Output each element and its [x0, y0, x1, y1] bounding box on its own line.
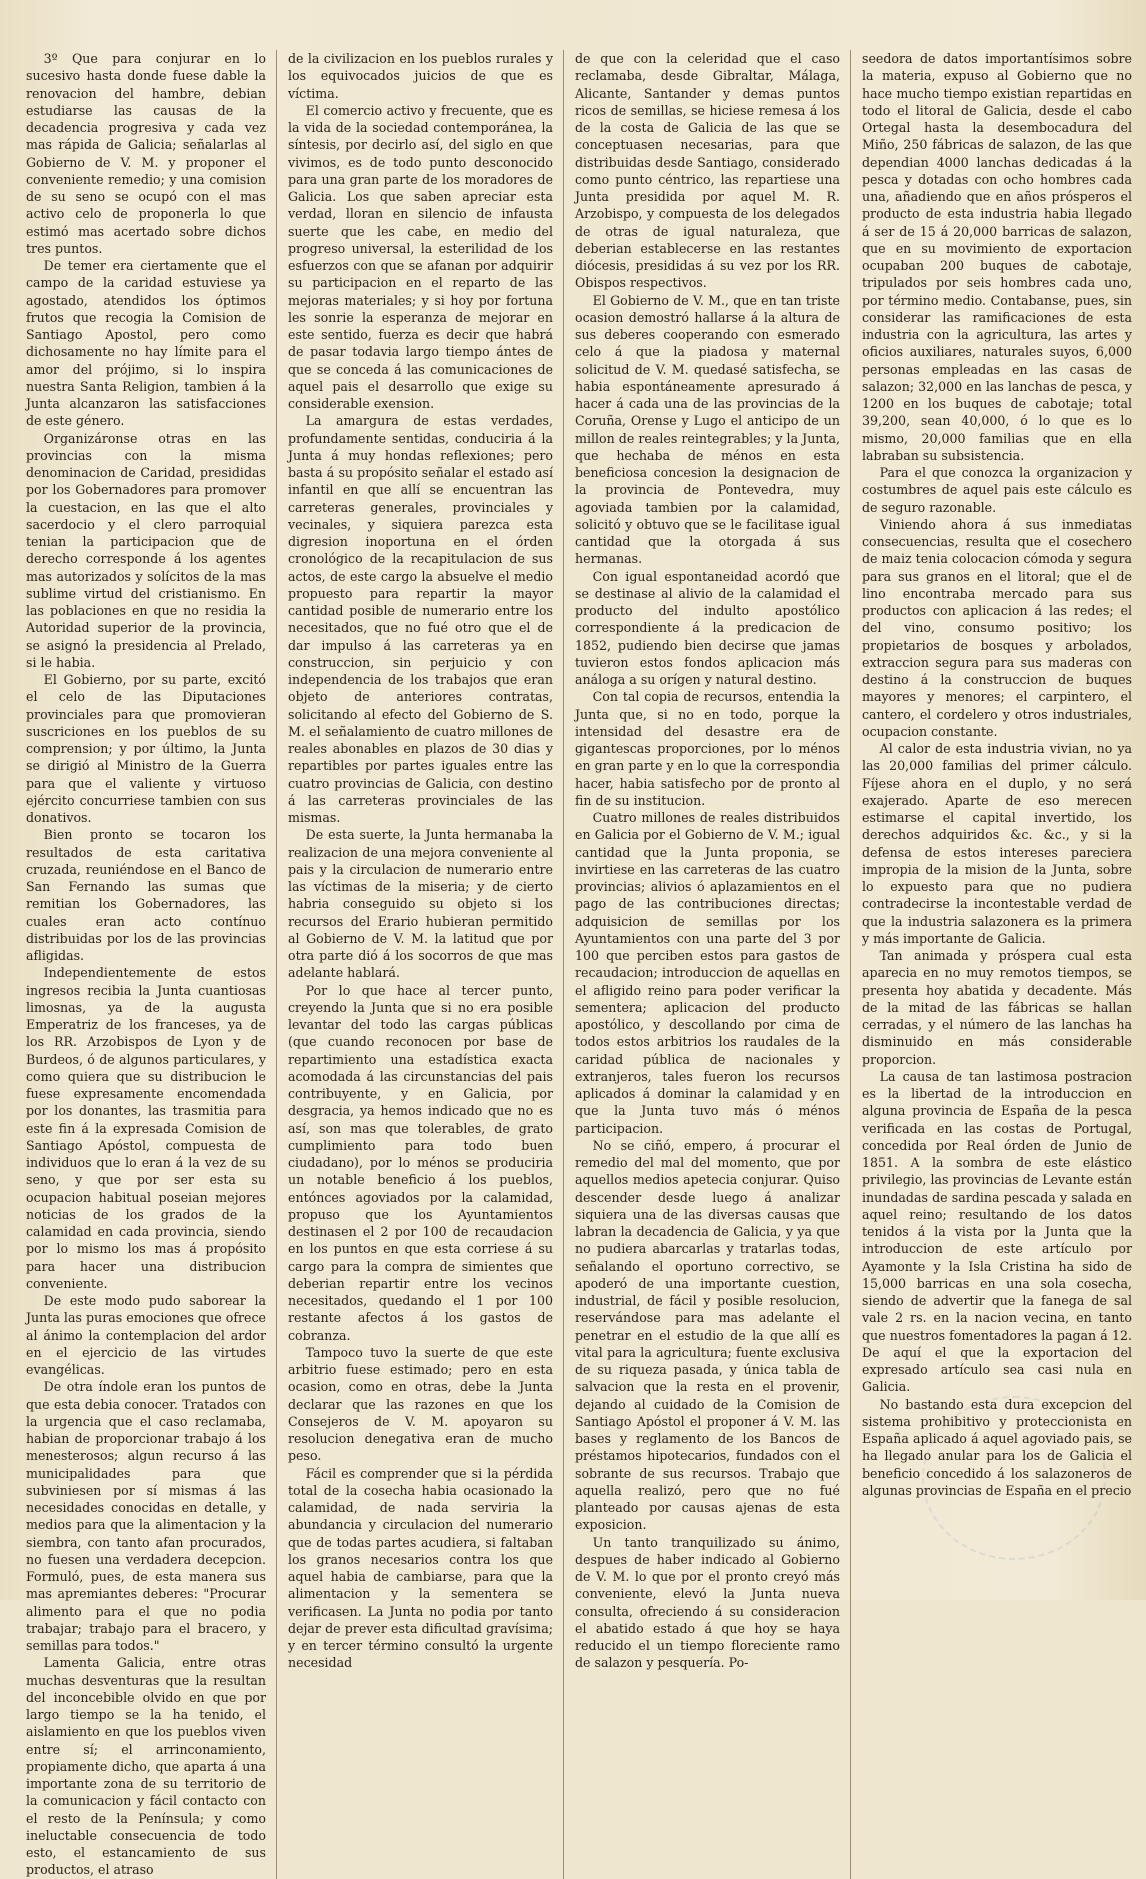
paragraph: 3º Que para conjurar en lo sucesivo hasta donde fuese dable la renovacion del hambre, debian estudiarse las causas de la decadencia progresiva y cada vez mas rápida de Galicia; señalarlas al Gobierno de V. M. y proponer el conveniente remedio; y una comision de su seno se ocupó con el mas activo celo de proponerla lo que estimó mas acertado sobre dichos tres puntos. — [26, 51, 266, 256]
paragraph: De este modo pudo saborear la Junta las puras emociones que ofrece al ánimo la contemplacion del ardor en el ejercicio de las virtudes evangélicas. — [26, 1293, 266, 1377]
paragraph: No bastando esta dura excepcion del sistema prohibitivo y proteccionista en España aplicado á aquel agoviado pais, se ha llegado anular para los de Galicia el beneficio concedido á los salazoneros de algunas provincias de España en el precio — [862, 1396, 1132, 1498]
paragraph: Organizáronse otras en las provincias con la misma denominacion de Caridad, presididas por los Gobernadores para promover la cuestacion, en las que el alto sacerdocio y el clero parroquial tenian la participacion que de derecho corresponde á los agentes mas autorizados y solícitos de la mas sublime virtud del cristianismo. En las poblaciones en que no residia la Autoridad superior de la provincia, se asignó la presidencia al Prelado, si le habia. — [26, 430, 266, 670]
paragraph: Un tanto tranquilizado su ánimo, despues de haber indicado al Gobierno de V. M. lo que por el pronto creyó más conveniente, elevó la Junta nueva consulta, ofreciendo á su consideracion el abatido estado á que hoy se haya reducido el un tiempo floreciente ramo de salazon y pesquería. Po- — [575, 1534, 840, 1671]
column-2 — [288, 50, 553, 1879]
paragraph: Lamenta Galicia, entre otras muchas desventuras que la resultan del inconcebible olvido en que por largo tiempo se la ha tenido, el aislamiento en que los pueblos viven entre sí; el arrinconamiento, propiamente dicho, que aparta á una importante zona de su territorio de la comunicacion y fácil contacto con el resto de la Península; y como ineluctable consecuencia de todo esto, el estancamiento de sus productos, el atraso — [26, 1655, 266, 1878]
paragraph: de la civilizacion en los pueblos rurales y los equivocados juicios de que es víctima. — [288, 51, 553, 101]
paragraph: Con tal copia de recursos, entendia la Junta que, si no en todo, porque la intensidad del desastre era de gigantescas proporciones, por lo ménos en gran parte y en lo que la correspondia hacer, habia satisfecho por de pronto al fin de su institucion. — [575, 689, 840, 808]
paragraph: No se ciñó, empero, á procurar el remedio del mal del momento, que por aquellos medios apetecia conjurar. Quiso descender desde luego á analizar siquiera una de las diversas causas que labran la decadencia de Galicia, y ya que no pudiera abarcarlas y tratarlas todas, señalando el oportuno correctivo, se apoderó de una importante cuestion, industrial, de fácil y posible resolucion, reservándose para mas adelante el penetrar en el estudio de la que allí es vital para la agricultura; fuente exclusiva de su riqueza pasada, y única tabla de salvacion que la resta en el provenir, dejando al cuidado de la Comision de Santiago Apóstol el proponer á V. M. las bases y reglamento de los Bancos de préstamos hipotecarios, fundados con el sobrante de sus recursos. Trabajo que aquella realizó, pero que no fué planteado por causas ajenas de esta exposicion. — [575, 1137, 840, 1533]
paragraph: de que con la celeridad que el caso reclamaba, desde Gibraltar, Málaga, Alicante, Santander y demas puntos ricos de semillas, se hiciese remesa á los de la costa de Galicia de las que se conceptuasen necesarias, para que distribuidas desde Santiago, considerado como punto céntrico, las repartiese una Junta presidida por aquel M. R. Arzobispo, y compuesta de los delegados de otras de igual naturaleza, que deberian establecerse en las restantes diócesis, presididas á su vez por los RR. Obispos respectivos. — [575, 51, 840, 291]
column-4 — [862, 50, 1132, 1879]
paragraph: De otra índole eran los puntos de que esta debia conocer. Tratados con la urgencia que el caso reclamaba, habian de proporcionar trabajo á los menesterosos; algun recurso á las municipalidades para que subviniesen por sí mismas á las necesidades conocidas en detalle, y medios para que la alimentacion y la siembra, con tanto afan procurados, no fuesen una verdadera decepcion. Formuló, pues, de esta manera sus mas apremiantes deberes: "Procurar alimento para el que no podia trabajar; trabajo para el bracero, y semillas para todos." — [26, 1379, 266, 1653]
paragraph: Viniendo ahora á sus inmediatas consecuencias, resulta que el cosechero de maiz tenia colocacion cómoda y segura para sus granos en el litoral; que el de lino encontraba mercado para sus productos con aplicacion á las redes; el del vino, consumo positivo; los propietarios de bosques y arbolados, extraccion segura para sus maderas con destino á la construccion de buques mayores y menores; el carpintero, el cantero, el cordelero y otros industriales, ocupacion constante. — [862, 516, 1132, 739]
column-3 — [575, 50, 840, 1879]
paragraph: El Gobierno de V. M., que en tan triste ocasion demostró hallarse á la altura de sus deberes cooperando con esmerado celo á que la piadosa y maternal solicitud de V. M. quedasé satisfecha, se habia espontáneamente apresurado á hacer á cada una de las provincias de la Coruña, Orense y Lugo el anticipo de un millon de reales reintegrables; y la Junta, que hechaba de ménos en esta beneficiosa concesion la designacion de la provincia de Pontevedra, muy agoviada tambien por la calamidad, solicitó y obtuvo que se le facilitase igual cantidad que la otorgada á sus hermanas. — [575, 292, 840, 567]
paragraph: Fácil es comprender que si la pérdida total de la cosecha habia ocasionado la calamidad, de nada serviria la abundancia y circulacion del numerario que de todas partes acudiera, si faltaban los granos necesarios contra los que aquel habia de cambiarse, para que la alimentacion y la sementera se verificasen. La Junta no podia por tanto dejar de prever esta dificultad gravísima; y en tercer término consultó la urgente necesidad — [288, 1465, 553, 1671]
paragraph: Al calor de esta industria vivian, no ya las 20,000 familias del primer cálculo. Fíjese ahora en el duplo, y no será exajerado. Aparte de eso merecen estimarse el capital invertido, los derechos adquiridos &c. &c., y si la defensa de estos intereses pareciera impropia de la mision de la Junta, sobre lo expuesto para que no pudiera contradecirse la incontestable verdad de que la industria salazonera es la primera y más importante de Galicia. — [862, 741, 1132, 946]
paragraph: Tan animada y próspera cual esta aparecia en no muy remotos tiempos, se presenta hoy abatida y decadente. Más de la mitad de las fábricas se hallan cerradas, y el número de las lanchas ha disminuido en más considerable proporcion. — [862, 948, 1132, 1067]
paragraph: Independientemente de estos ingresos recibia la Junta cuantiosas limosnas, ya de la augusta Emperatriz de los franceses, ya de los RR. Arzobispos de Lyon y de Burdeos, ó de algunos particulares, y como quiera que su distribucion le fuese expresamente encomendada por los donantes, las trasmitia para este fin á la expresada Comision de Santiago Apóstol, compuesta de individuos que lo eran á la vez de su seno, y que por ser esta su ocupacion habitual poseian mejores noticias de los grados de la calamidad en cada provincia, siendo por lo mismo los mas á propósito para hacer una distribucion conveniente. — [26, 965, 266, 1291]
paragraph: Con igual espontaneidad acordó que se destinase al alivio de la calamidad el producto del indulto apostólico correspondiente á la predicacion de 1852, pudiendo bien decirse que jamas tuvieron estos fondos aplicacion más análoga a su orígen y natural destino. — [575, 568, 840, 687]
paragraph: Tampoco tuvo la suerte de que este arbitrio fuese estimado; pero en esta ocasion, como en otras, debe la Junta declarar que las razones en que los Consejeros de V. M. apoyaron su resolucion denegativa eran de mucho peso. — [288, 1344, 553, 1464]
paragraph: De esta suerte, la Junta hermanaba la realizacion de una mejora conveniente al pais y la circulacion de numerario entre las víctimas de la miseria; y de cierto habria conseguido su objeto si los recursos del Erario hubieran permitido al Gobierno de V. M. la latitud que por otra parte dió á los socorros de que mas adelante hablará. — [288, 827, 553, 981]
paragraph: Bien pronto se tocaron los resultados de esta caritativa cruzada, reuniéndose en el Banco de San Fernando las sumas que remitian los Gobernadores, las cuales eran acto contínuo distribuidas por los de las provincias afligidas. — [26, 827, 266, 963]
paragraph: El comercio activo y frecuente, que es la vida de la sociedad contemporánea, la síntesis, por decirlo así, del siglo en que vivimos, es de todo punto desconocido para una gran parte de los moradores de Galicia. Los que saben apreciar esta verdad, lloran en silencio de infausta suerte que les cabe, en medio del progreso universal, la esterilidad de los esfuerzos con que se afanan por adquirir su participacion en el reparto de las mejoras materiales; y si hoy por fortuna les sonrie la esperanza de mejorar en este sentido, fuerza es decir que habrá de pasar todavia largo tiempo ántes de que se conceda á las comunicaciones de aquel pais el desarrollo que exige su considerable exension. — [288, 102, 553, 411]
paragraph: El Gobierno, por su parte, excitó el celo de las Diputaciones provinciales para que promovieran suscriciones en los pueblos de su comprension; y por último, la Junta se dirigió al Ministro de la Guerra para que el valiente y virtuoso ejército concurriese tambien con sus donativos. — [26, 672, 266, 825]
paragraph: Por lo que hace al tercer punto, creyendo la Junta que si no era posible levantar del todo las cargas públicas (que cuando reconocen por base de repartimiento una estadística exacta acomodada á las circunstancias del pais contribuyente, y en Galicia, por desgracia, ya hemos indicado que no es así, son mas que tolerables, de grato cumplimiento para todo buen ciudadano), por lo ménos se produciria un notable beneficio á los pueblos, entónces agoviados por la calamidad, propuso que los Ayuntamientos destinasen el 2 por 100 de recaudacion en los puntos en que esta corriese á su cargo para la compra de simientes que deberian repartir entre los vecinos necesitados, quedando el 1 por 100 restante afectos á los gastos de cobranza. — [288, 982, 553, 1343]
column-1 — [26, 50, 266, 1879]
paragraph: seedora de datos importantísimos sobre la materia, expuso al Gobierno que no hace mucho tiempo existian repartidas en todo el litoral de Galicia, desde el cabo Ortegal hasta la desembocadura del Miño, 250 fábricas de salazon, de las que dependian 4000 lanchas dedicadas á la pesca y dotadas con ocho hombres cada una, añadiendo que en años prósperos el producto de esta industria habia llegado á ser de 15 á 20,000 barricas de salazon, que en su movimiento de exportacion ocupaban 200 buques de cabotaje, tripulados por seis hombres cada uno, por término medio. Contabanse, pues, sin considerar las ramificaciones de esta industria con la agricultura, las artes y oficios auxiliares, naturales suyos, 6,000 personas empleadas en las casas de salazon; 32,000 en las lanchas de pesca, y 1200 en los buques de cabotaje; total 39,200, sean 40,000, ó lo que es lo mismo, 20,000 familias que en ella labraban su subsistencia. — [862, 51, 1132, 463]
paragraph: La amargura de estas verdades, profundamente sentidas, conduciria á la Junta á muy hondas reflexiones; pero basta á su propósito señalar el estado así infantil en que allí se encuentran las carreteras generales, provinciales y vecinales, y siquiera parezca esta digresion inoportuna en el órden cronológico de la recapitulacion de sus actos, de este cargo la absuelve el medio propuesto para repartir la mayor cantidad posible de numerario entre los necesitados, que no fué otro que el de dar impulso á las carreteras ya en construccion, sin perjuicio y con independencia de los trabajos que eran objeto de anteriores contratas, solicitando al efecto del Gobierno de S. M. el señalamiento de cuatro millones de reales abonables en plazos de 30 dias y repartibles por partes iguales entre las cuatro provincias de Galicia, con destino á las carreteras provinciales de las mismas. — [288, 413, 553, 825]
paragraph: La causa de tan lastimosa postracion es la libertad de la introduccion en alguna provincia de España de la pesca verificada en las costas de Portugal, concedida por Real órden de Junio de 1851. A la sombra de este elástico privilegio, las provincias de Levante están inundadas de sardina pescada y salada en aquel reino; resultando de los datos tenidos á la vista por la Junta que la introduccion de este artículo por Ayamonte y la Isla Cristina ha sido de 15,000 barricas en una sola cosecha, siendo de advertir que la fanega de sal vale 2 rs. en la nacion vecina, en tanto que nuestros fomentadores la pagan á 12. De aquí el que la exportacion del expresado artículo sea casi nula en Galicia. — [862, 1068, 1132, 1395]
paragraph: Cuatro millones de reales distribuidos en Galicia por el Gobierno de V. M.; igual cantidad que la Junta proponia, se invirtiese en las carreteras de las cuatro provincias; alivios ó aplazamientos en el pago de las contribuciones directas; adquisicion de semillas por los Ayuntamientos con una parte del 3 por 100 que perciben estos para gastos de recaudacion; introduccion de aquellas en el afligido reino para poder verificar la sementera; aplicacion del producto apostólico, y descollando por cima de todos estos arbitrios los raudales de la caridad pública de nacionales y extranjeros, tales fueron los recursos aplicados á dominar la calamidad y en que la Junta tuvo más ó ménos participacion. — [575, 810, 840, 1136]
text-columns — [26, 50, 1132, 1878]
paragraph: Para el que conozca la organizacion y costumbres de aquel pais este cálculo es de seguro razonable. — [862, 465, 1132, 515]
paragraph: De temer era ciertamente que el campo de la caridad estuviese ya agostado, atendidos los óptimos frutos que recogia la Comision de Santiago Apostol, pero como dichosamente no hay límite para el amor del prójimo, si lo inspira nuestra Santa Religion, tambien á la Junta alcanzaron las satisfacciones de este género. — [26, 258, 266, 429]
